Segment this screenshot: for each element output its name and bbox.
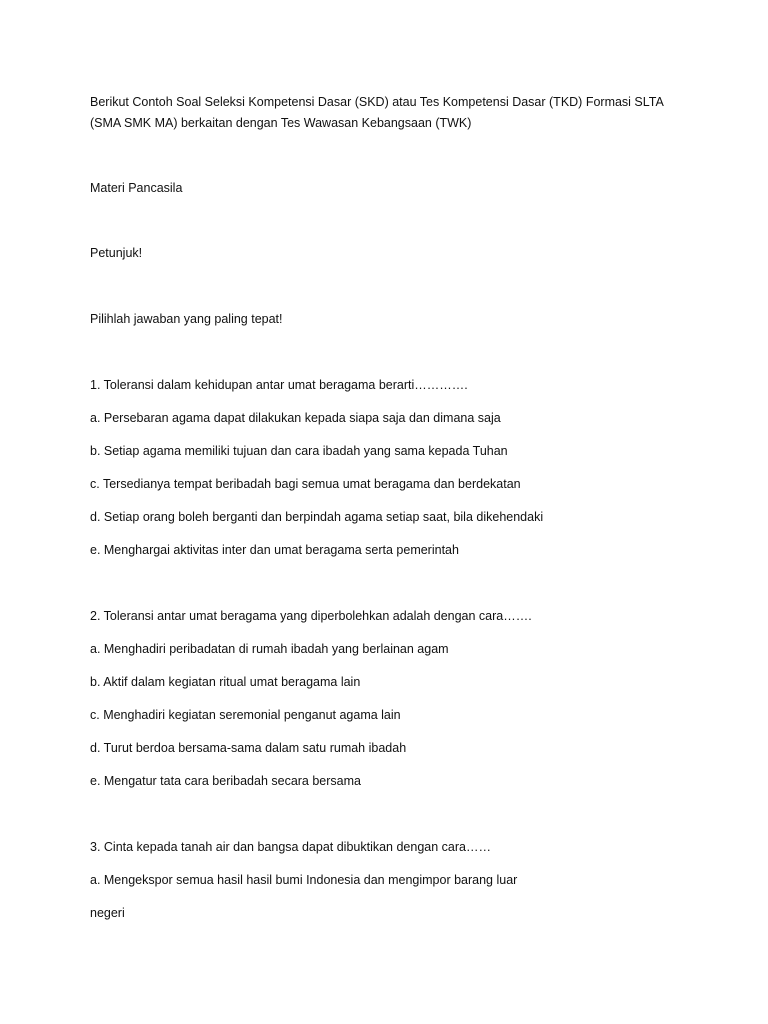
question-3-option-a-continued: negeri <box>90 906 125 920</box>
question-1-option-a: a. Persebaran agama dapat dilakukan kepada siapa saja dan dimana saja <box>90 411 501 425</box>
question-1-option-e: e. Menghargai aktivitas inter dan umat beragama serta pemerintah <box>90 543 459 557</box>
instruction-text: Pilihlah jawaban yang paling tepat! <box>90 312 283 326</box>
question-2-option-b: b. Aktif dalam kegiatan ritual umat beragama lain <box>90 675 361 689</box>
question-1-option-c: c. Tersedianya tempat beribadah bagi semua umat beragama dan berdekatan <box>90 477 521 491</box>
question-3-option-a: a. Mengekspor semua hasil hasil bumi Indonesia dan mengimpor barang luar <box>90 873 518 887</box>
question-1-option-d: d. Setiap orang boleh berganti dan berpindah agama setiap saat, bila dikehendaki <box>90 510 544 524</box>
question-2-option-c: c. Menghadiri kegiatan seremonial penganut agama lain <box>90 708 401 722</box>
petunjuk-heading: Petunjuk! <box>90 246 143 260</box>
materi-heading: Materi Pancasila <box>90 181 183 195</box>
intro-line-1: Berikut Contoh Soal Seleksi Kompetensi Dasar (SKD) atau Tes Kompetensi Dasar (TKD) Formasi SLTA <box>90 95 664 109</box>
question-2-option-d: d. Turut berdoa bersama-sama dalam satu rumah ibadah <box>90 741 407 755</box>
intro-line-2: (SMA SMK MA) berkaitan dengan Tes Wawasan Kebangsaan (TWK) <box>90 116 472 130</box>
question-2-option-e: e. Mengatur tata cara beribadah secara bersama <box>90 774 361 788</box>
question-2: 2. Toleransi antar umat beragama yang diperbolehkan adalah dengan cara……. <box>90 609 532 623</box>
question-1-option-b: b. Setiap agama memiliki tujuan dan cara ibadah yang sama kepada Tuhan <box>90 444 508 458</box>
question-2-option-a: a. Menghadiri peribadatan di rumah ibadah yang berlainan agam <box>90 642 449 656</box>
question-1: 1. Toleransi dalam kehidupan antar umat beragama berarti…………. <box>90 378 468 392</box>
question-3: 3. Cinta kepada tanah air dan bangsa dapat dibuktikan dengan cara…… <box>90 840 491 854</box>
document-page <box>90 0 710 1024</box>
